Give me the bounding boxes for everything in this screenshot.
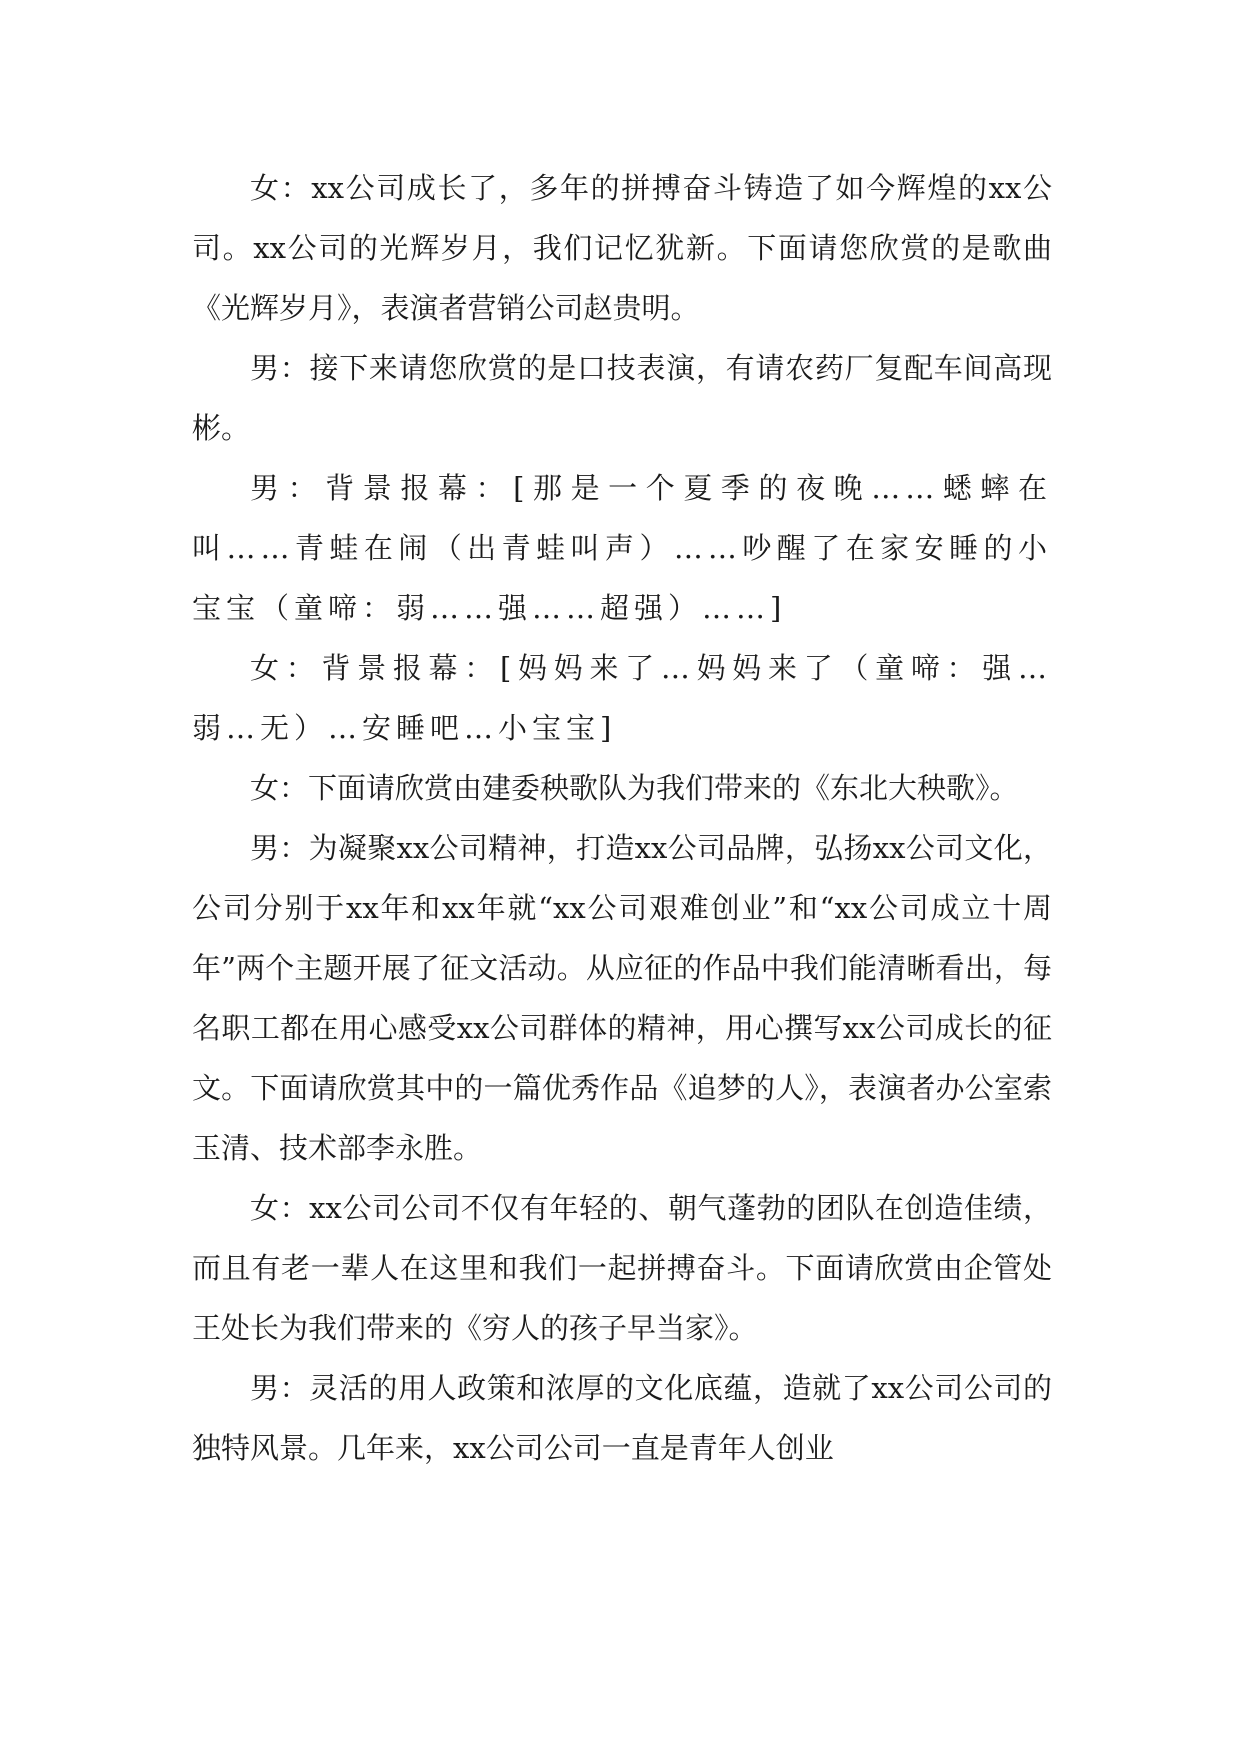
paragraph: 女：xx公司公司不仅有年轻的、朝气蓬勃的团队在创造佳绩，而且有老一辈人在这里和我们一起拼搏奋斗。下面请欣赏由企管处王处长为我们带来的《穷人的孩子早当家》。 xyxy=(192,1191,1052,1345)
paragraph: 男：背景报幕：[那是一个夏季的夜晚……蟋蟀在叫……青蛙在闹（出青蛙叫声）……吵醒了在家安睡的小宝宝（童啼：弱……强……超强）……] xyxy=(192,471,1052,625)
paragraph: 女：下面请欣赏由建委秧歌队为我们带来的《东北大秧歌》。 xyxy=(250,771,1019,805)
paragraph: 男：灵活的用人政策和浓厚的文化底蕴，造就了xx公司公司的独特风景。几年来，xx公司公司一直是青年人创业 xyxy=(192,1371,1052,1465)
document-body xyxy=(192,158,1052,1478)
paragraph: 男：接下来请您欣赏的是口技表演，有请农药厂复配车间高现彬。 xyxy=(192,351,1052,445)
paragraph: 男：为凝聚xx公司精神，打造xx公司品牌，弘扬xx公司文化，公司分别于xx年和xx年就“xx公司艰难创业”和“xx公司成立十周年”两个主题开展了征文活动。从应征的作品中我们能清晰看出，每名职工都在用心感受xx公司群体的精神，用心撰写xx公司成长的征文。下面请欣赏其中的一篇优秀作品《追梦的人》，表演者办公室索玉清、技术部李永胜。 xyxy=(192,831,1052,1165)
paragraph: 女：xx公司成长了，多年的拼搏奋斗铸造了如今辉煌的xx公司。xx公司的光辉岁月，我们记忆犹新。下面请您欣赏的是歌曲《光辉岁月》，表演者营销公司赵贵明。 xyxy=(192,171,1052,325)
paragraph: 女：背景报幕：[妈妈来了…妈妈来了（童啼：强…弱…无）…安睡吧…小宝宝] xyxy=(192,651,1052,745)
